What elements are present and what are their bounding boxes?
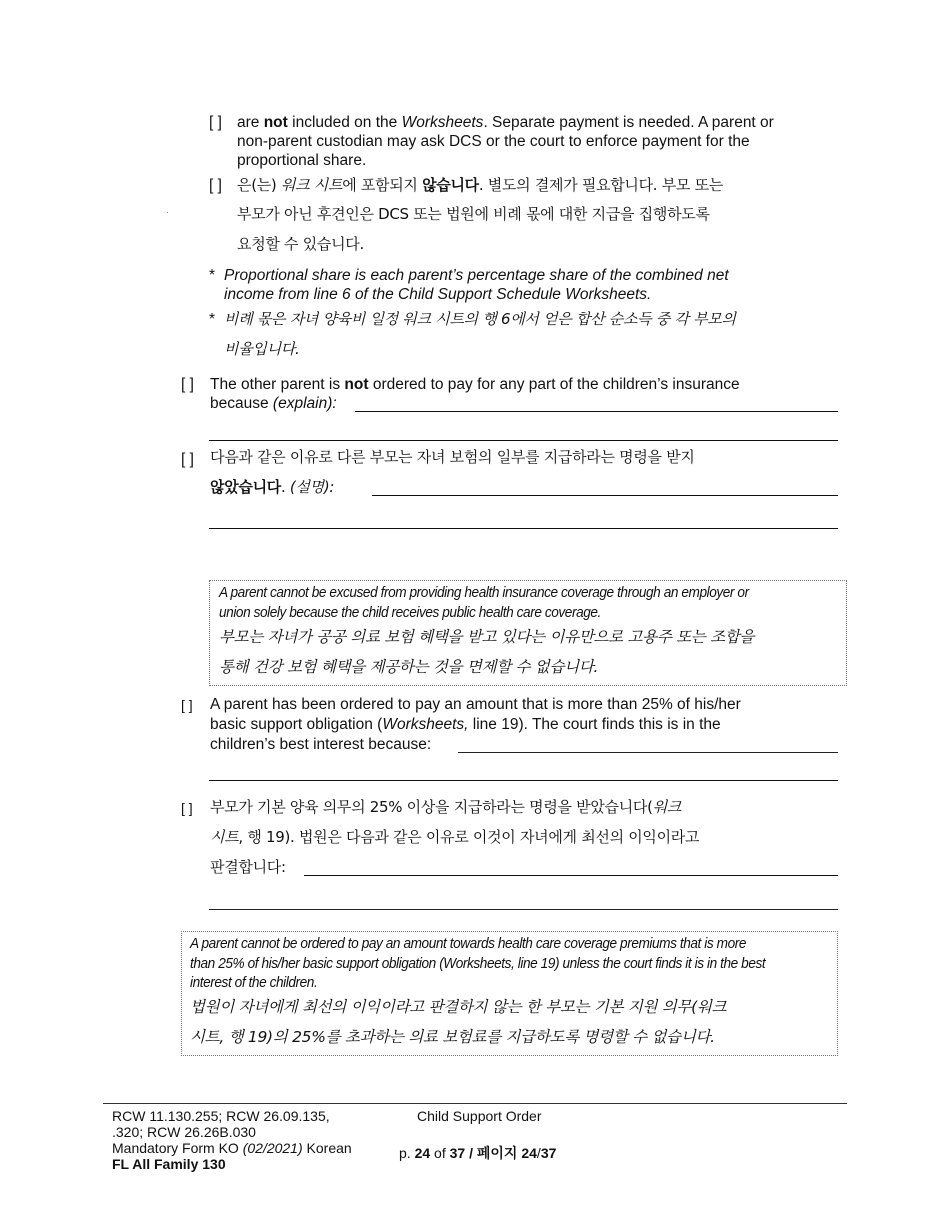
explain-field-en-line1[interactable] — [355, 411, 838, 412]
checkbox-not-ordered-ko[interactable]: [ ] — [181, 451, 194, 468]
not-included-ko-line2: 부모가 아닌 후견인은 DCS 또는 법원에 비례 몫에 대한 지급을 집행하도록 — [237, 205, 710, 223]
footnote-ko-line2: 비율입니다. — [224, 340, 300, 358]
over-25-en-line1: A parent has been ordered to pay an amount that is more than 25% of his/her — [210, 696, 741, 713]
checkbox-over-25-en[interactable]: [ ] — [181, 697, 193, 713]
scan-artifact — [167, 212, 168, 213]
footer-page-number: p. 24 of 37 / 페이지 24/37 — [399, 1145, 557, 1161]
best-interest-field-ko-line1[interactable] — [304, 875, 838, 876]
not-included-en-line3: proportional share. — [237, 152, 367, 169]
explain-field-en-line2[interactable] — [209, 440, 838, 441]
not-included-ko-line3: 요청할 수 있습니다. — [237, 235, 364, 253]
footer-document-title: Child Support Order — [417, 1108, 542, 1124]
footnote-marker-en: * — [209, 267, 216, 284]
over-25-en-line3: children’s best interest because: — [210, 736, 432, 753]
footer-divider — [103, 1103, 847, 1104]
checkbox-over-25-ko[interactable]: [ ] — [181, 800, 193, 816]
notice-1-en-line1: A parent cannot be excused from providing health insurance coverage through an employer or — [219, 585, 749, 601]
best-interest-field-ko-line2[interactable] — [209, 909, 838, 910]
footnote-en-line2: income from line 6 of the Child Support Schedule Worksheets. — [224, 286, 652, 303]
checkbox-not-ordered-en[interactable]: [ ] — [181, 376, 194, 393]
not-ordered-en-line1: The other parent is not ordered to pay for any part of the children’s insurance — [210, 376, 740, 393]
footnote-en-line1: Proportional share is each parent’s percentage share of the combined net — [224, 267, 729, 284]
notice-2-ko-line1: 법원이 자녀에게 최선의 이익이라고 판결하지 않는 한 부모는 기본 지원 의무(워크 — [190, 998, 727, 1016]
not-included-ko-line1: 은(는) 워크 시트에 포함되지 않습니다. 별도의 결제가 필요합니다. 부모 또는 — [237, 176, 723, 194]
notice-1-ko-line1: 부모는 자녀가 공공 의료 보험 혜택을 받고 있다는 이유만으로 고용주 또는 조합을 — [219, 628, 755, 646]
over-25-ko-line3: 판결합니다: — [210, 858, 286, 876]
notice-2-en-line2: than 25% of his/her basic support obligation (Worksheets, line 19) unless the court finds it is in the best — [190, 956, 766, 972]
notice-box-25-percent-limit — [181, 931, 838, 1056]
explain-field-ko-line1[interactable] — [372, 495, 838, 496]
footer-statutes-line2: .320; RCW 26.26B.030 — [112, 1124, 256, 1140]
over-25-en-line2: basic support obligation (Worksheets, line 19). The court finds this is in the — [210, 716, 721, 733]
over-25-ko-line1: 부모가 기본 양육 의무의 25% 이상을 지급하라는 명령을 받았습니다(워크 — [210, 798, 682, 816]
explain-field-ko-line2[interactable] — [209, 528, 838, 529]
checkbox-not-included-ko[interactable]: [ ] — [209, 177, 222, 194]
not-ordered-ko-line1: 다음과 같은 이유로 다른 부모는 자녀 보험의 일부를 지급하라는 명령을 받지 — [210, 448, 695, 466]
notice-2-en-line3: interest of the children. — [190, 975, 318, 991]
over-25-ko-line2: 시트, 행 19). 법원은 다음과 같은 이유로 이것이 자녀에게 최선의 이익이라고 — [210, 828, 700, 846]
notice-2-en-line1: A parent cannot be ordered to pay an amount towards health care coverage premiums that is more — [190, 936, 747, 952]
footer-form-info: Mandatory Form KO (02/2021) Korean — [112, 1140, 352, 1156]
notice-1-ko-line2: 통해 건강 보험 혜택을 제공하는 것을 면제할 수 없습니다. — [219, 658, 599, 676]
notice-box-public-coverage — [209, 580, 847, 686]
notice-2-ko-line2: 시트, 행 19)의 25%를 초과하는 의료 보험료를 지급하도록 명령할 수 없습니다. — [190, 1028, 715, 1046]
best-interest-field-en-line2[interactable] — [209, 780, 838, 781]
not-ordered-en-line2: because (explain): — [210, 395, 337, 412]
footnote-marker-ko: * — [209, 311, 216, 328]
notice-1-en-line2: union solely because the child receives public health care coverage. — [219, 605, 601, 621]
footer-form-id: FL All Family 130 — [112, 1156, 226, 1172]
not-included-en-line2: non-parent custodian may ask DCS or the court to enforce payment for the — [237, 133, 750, 150]
footnote-ko-line1: 비례 몫은 자녀 양육비 일정 워크 시트의 행 6에서 얻은 합산 순소득 중 각 부모의 — [224, 310, 736, 328]
footer-statutes-line1: RCW 11.130.255; RCW 26.09.135, — [112, 1108, 330, 1124]
checkbox-not-included-en[interactable]: [ ] — [209, 114, 222, 131]
not-included-en-line1: are not included on the Worksheets. Separate payment is needed. A parent or — [237, 114, 774, 131]
not-ordered-ko-line2: 않았습니다. (설명): — [210, 478, 335, 496]
best-interest-field-en-line1[interactable] — [458, 752, 838, 753]
